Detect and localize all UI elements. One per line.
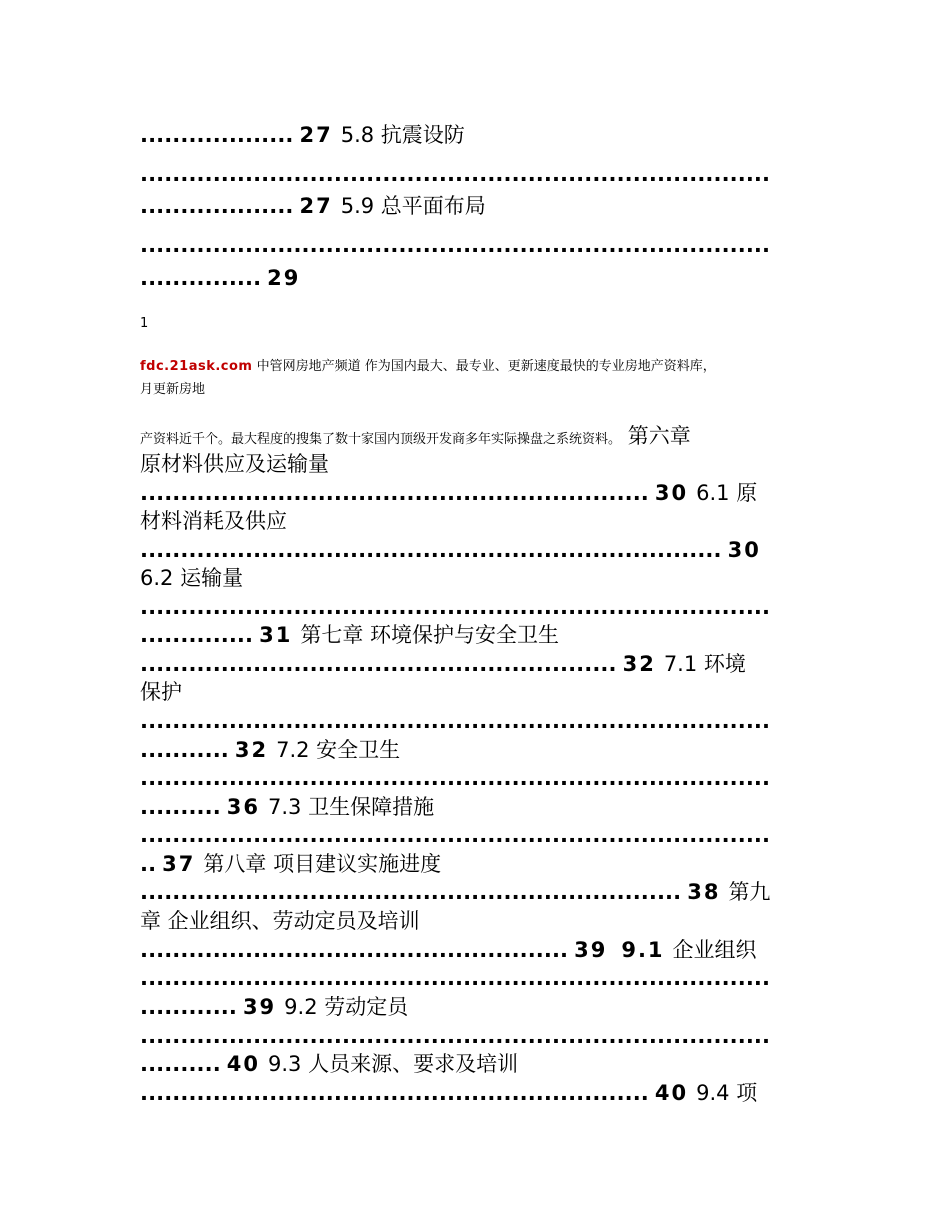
toc-line: .. 37 第八章 项目建议实施进度 (140, 852, 442, 876)
toc-line: .............. 31 第七章 环境保护与安全卫生 (140, 623, 560, 647)
toc-line: .............................................................................. (140, 595, 771, 619)
toc-line: .......... 36 7.3 卫生保障措施 (140, 795, 435, 819)
toc-line: .............................................................................. (140, 823, 771, 847)
toc-line: 保护 (140, 680, 182, 704)
toc-line: .............................................................................. (140, 1024, 771, 1048)
toc-line: ................... 27 5.8 抗震设防 (140, 123, 465, 147)
site-header: fdc.21ask.com 中管网房地产频道 作为国内最大、最专业、更新速度最快的专业房地产资料库， (140, 359, 716, 374)
toc-line: .............................................................................. (140, 233, 771, 257)
toc-line: 6.2 运输量 (140, 566, 244, 590)
toc-line: .............................................................................. (140, 709, 771, 733)
toc-line: ........................................................... 32 7.1 环境 (140, 652, 746, 676)
site-header-cont: 月更新房地 (140, 382, 206, 397)
toc-line: 材料消耗及供应 (140, 509, 287, 533)
brand-link[interactable]: fdc.21ask.com (140, 359, 253, 374)
toc-line: ............... 29 (140, 266, 301, 290)
page-number: 1 (140, 316, 149, 331)
toc-line: 章 企业组织、劳动定员及培训 (140, 909, 420, 933)
toc-line: .......... 40 9.3 人员来源、要求及培训 (140, 1052, 519, 1076)
intro-line: 产资料近千个。最大程度的搜集了数十家国内顶级开发商多年实际操盘之系统资料。 第六章 (140, 424, 691, 448)
toc-line: ........... 32 7.2 安全卫生 (140, 738, 401, 762)
toc-line: ................................................................... 38 第九 (140, 880, 771, 904)
toc-line: ........................................................................ 30 (140, 538, 761, 562)
toc-line: ................... 27 5.9 总平面布局 (140, 194, 486, 218)
toc-line: 原材料供应及运输量 (140, 452, 329, 476)
toc-line: ..................................................... 39 9.1 企业组织 (140, 938, 757, 962)
toc-line: .............................................................................. (140, 766, 771, 790)
toc-line: ............................................................... 30 6.1 原 (140, 481, 758, 505)
toc-line: .............................................................................. (140, 966, 771, 990)
toc-line: ............................................................... 40 9.4 项 (140, 1081, 758, 1105)
toc-line: ............ 39 9.2 劳动定员 (140, 995, 409, 1019)
toc-line: .............................................................................. (140, 162, 771, 186)
